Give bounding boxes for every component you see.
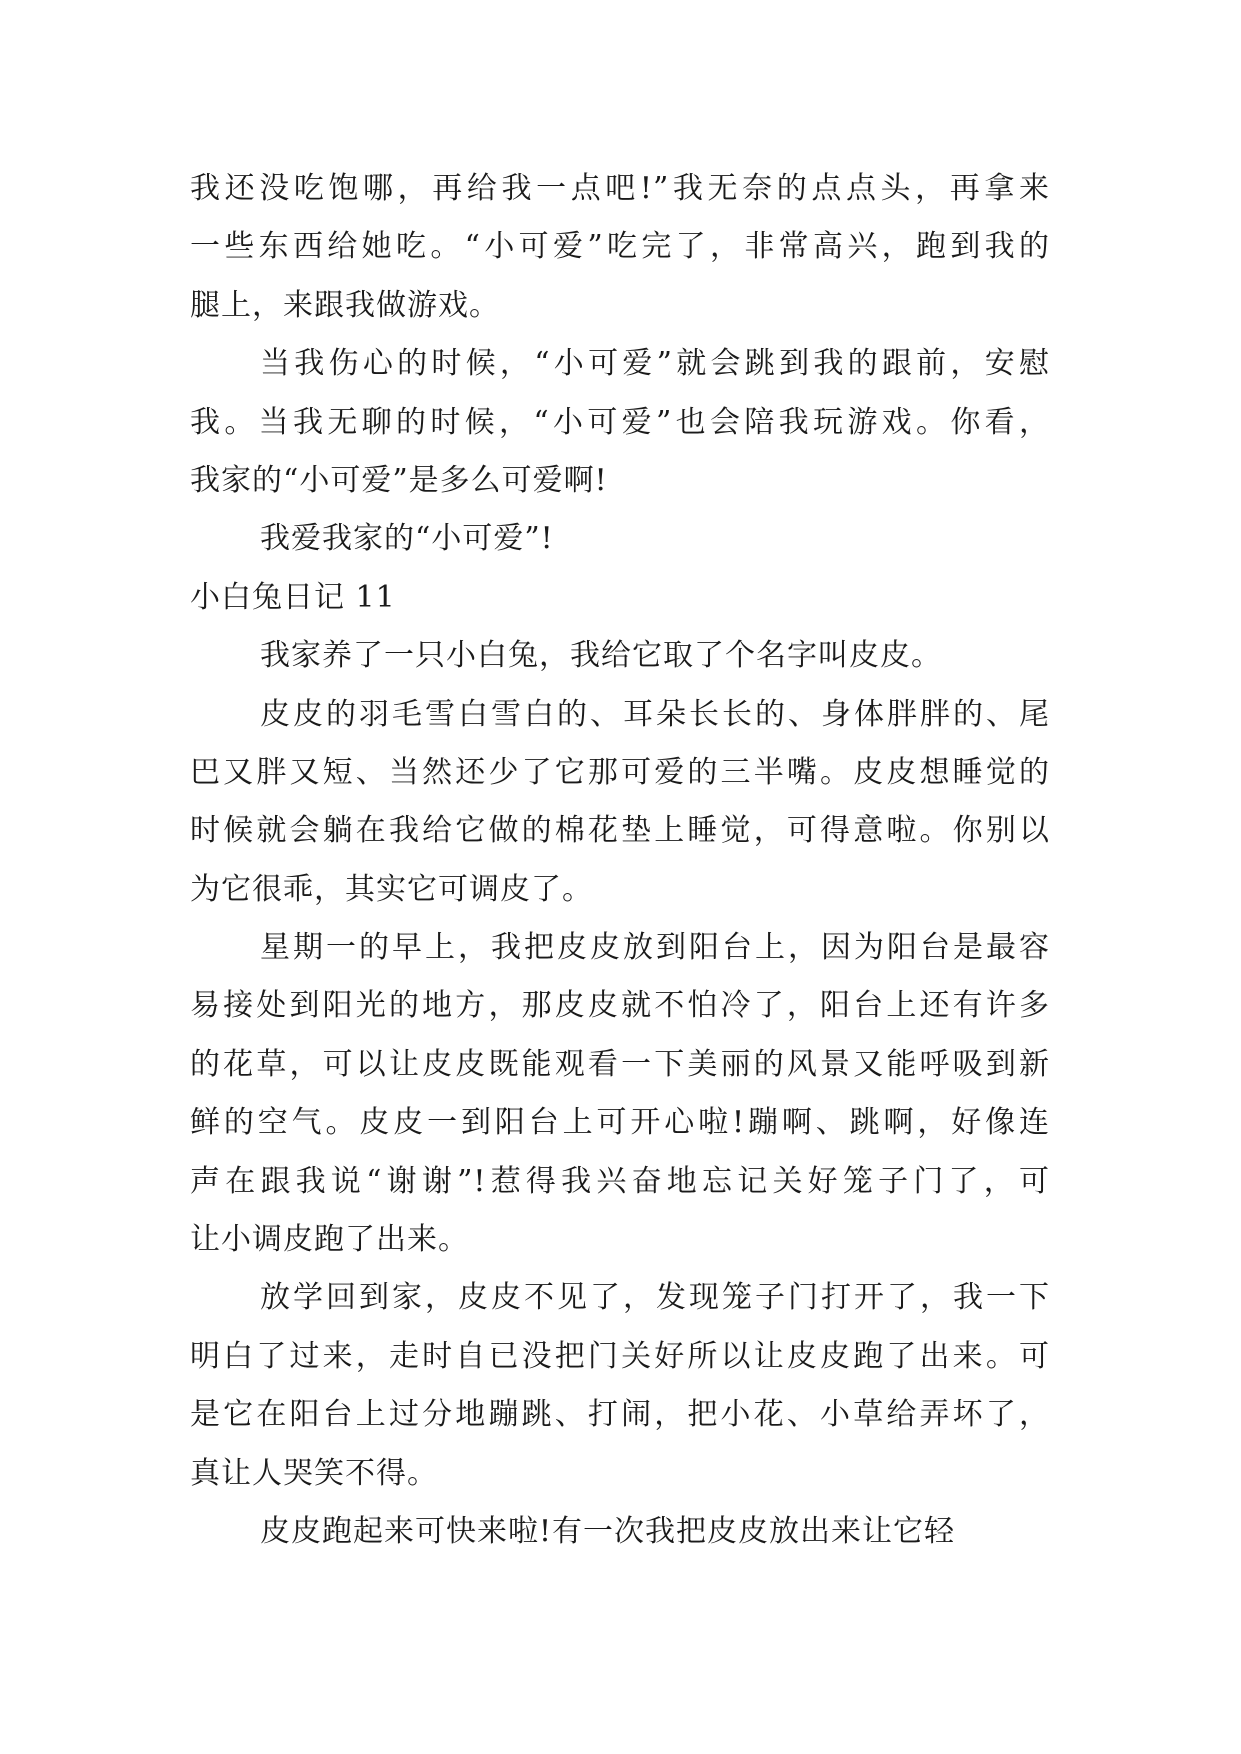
- text-line: 皮皮的羽毛雪白雪白的、耳朵长长的、身体胖胖的、尾: [260, 696, 1050, 732]
- text-line: 声在跟我说“谢谢”!惹得我兴奋地忘记关好笼子门了，可: [190, 1163, 1050, 1199]
- paragraph: [190, 1269, 1050, 1503]
- text-line: 真让人哭笑不得。: [190, 1455, 438, 1491]
- text-line: 我爱我家的“小可爱”!: [260, 521, 554, 557]
- text-line: 时候就会躺在我给它做的棉花垫上睡觉，可得意啦。你别以: [190, 813, 1050, 849]
- text-line: 我家的“小可爱”是多么可爱啊!: [190, 462, 608, 498]
- text-line: 我家养了一只小白兔，我给它取了个名字叫皮皮。: [260, 638, 942, 674]
- text-line: 易接处到阳光的地方，那皮皮就不怕冷了，阳台上还有许多: [190, 988, 1050, 1024]
- paragraph: [190, 627, 1050, 685]
- text-line: 星期一的早上，我把皮皮放到阳台上，因为阳台是最容: [260, 930, 1050, 966]
- text-line: 的花草，可以让皮皮既能观看一下美丽的风景又能呼吸到新: [190, 1046, 1050, 1082]
- text-line: 我。当我无聊的时候，“小可爱”也会陪我玩游戏。你看，: [190, 404, 1050, 440]
- paragraph: [190, 335, 1050, 510]
- text-line: 当我伤心的时候，“小可爱”就会跳到我的跟前，安慰: [260, 346, 1050, 382]
- text-line: 我还没吃饱哪，再给我一点吧!”我无奈的点点头，再拿来: [190, 171, 1050, 206]
- text-line: 鲜的空气。皮皮一到阳台上可开心啦!蹦啊、跳啊，好像连: [190, 1105, 1050, 1141]
- text-line: 让小调皮跑了出来。: [190, 1222, 469, 1258]
- text-line: 腿上，来跟我做游戏。: [190, 287, 500, 323]
- paragraph: [190, 686, 1050, 920]
- paragraph: [190, 510, 1050, 568]
- text-line: 是它在阳台上过分地蹦跳、打闹，把小花、小草给弄坏了，: [190, 1397, 1050, 1433]
- paragraph: [190, 160, 1050, 335]
- document-page: [190, 160, 1050, 1561]
- text-line: 明白了过来，走时自已没把门关好所以让皮皮跑了出来。可: [190, 1338, 1050, 1374]
- text-line: 巴又胖又短、当然还少了它那可爱的三半嘴。皮皮想睡觉的: [190, 754, 1050, 790]
- paragraph: [190, 919, 1050, 1269]
- text-line: 皮皮跑起来可快来啦!有一次我把皮皮放出来让它轻: [260, 1513, 956, 1549]
- text-line: 放学回到家，皮皮不见了，发现笼子门打开了，我一下: [260, 1280, 1050, 1316]
- text-line: 一些东西给她吃。“小可爱”吃完了，非常高兴，跑到我的: [190, 229, 1050, 265]
- section-heading: 小白兔日记 11: [190, 579, 396, 615]
- text-line: 为它很乖，其实它可调皮了。: [190, 871, 593, 907]
- paragraph: [190, 1503, 1050, 1561]
